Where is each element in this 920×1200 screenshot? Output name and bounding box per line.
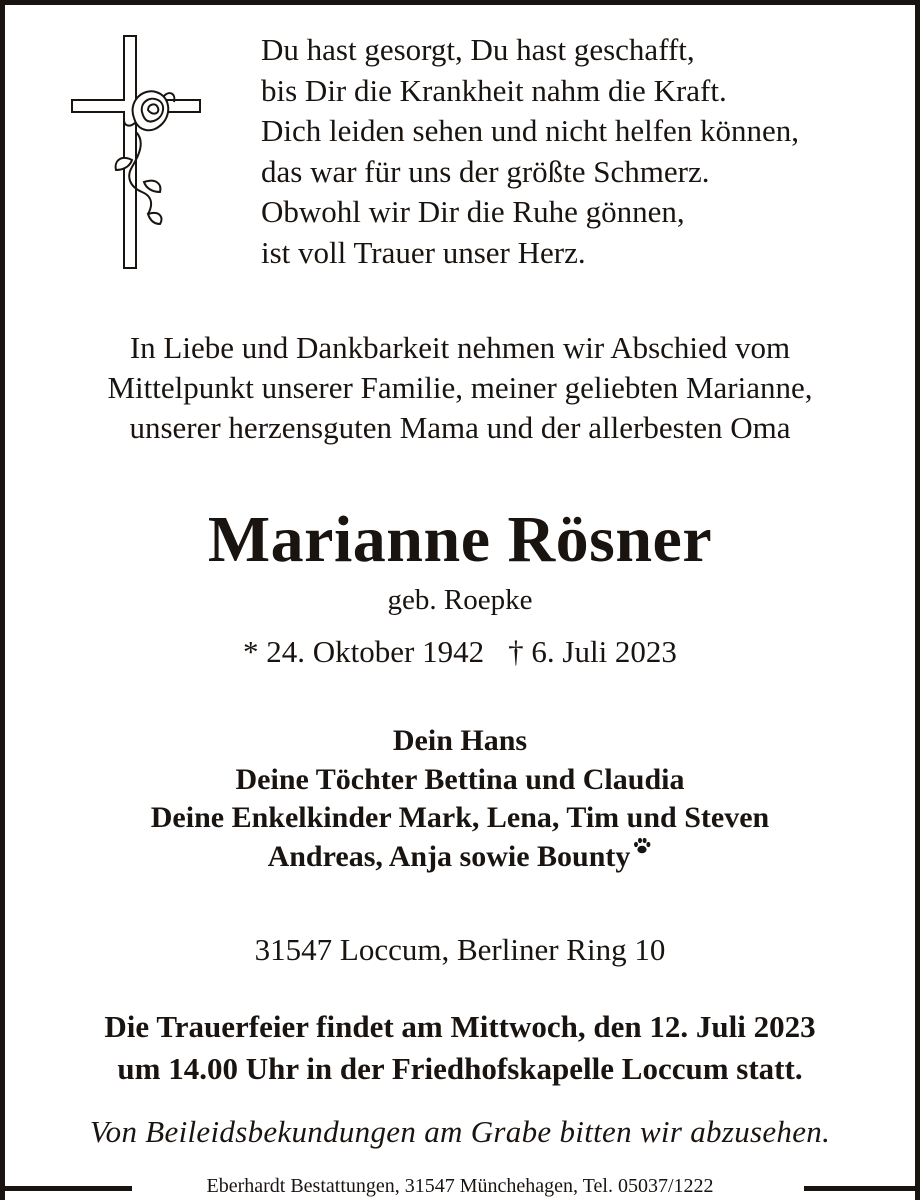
condolence-note: Von Beileidsbekundungen am Grabe bitten wir abzusehen. bbox=[89, 1114, 831, 1149]
intro-line: unserer herzensguten Mama und der allerbesten Oma bbox=[129, 410, 791, 445]
service-info bbox=[0, 1006, 920, 1090]
poem bbox=[261, 30, 881, 273]
poem-line: Dich leiden sehen und nicht helfen können, bbox=[261, 113, 800, 148]
family-line-last bbox=[0, 838, 920, 877]
family-line: Dein Hans bbox=[392, 724, 528, 757]
poem-line: Du hast gesorgt, Du hast geschafft, bbox=[261, 32, 695, 67]
cross-with-rose-icon bbox=[68, 32, 208, 272]
footer bbox=[0, 1172, 920, 1200]
intro-line: In Liebe und Dankbarkeit nehmen wir Abschied vom bbox=[129, 330, 791, 365]
address: 31547 Loccum, Berliner Ring 10 bbox=[254, 932, 666, 967]
poem-line: bis Dir die Krankheit nahm die Kraft. bbox=[261, 72, 727, 108]
paw-print-icon bbox=[632, 836, 652, 856]
death-date: † 6. Juli 2023 bbox=[508, 634, 677, 669]
intro-text bbox=[0, 328, 920, 448]
birth-name: geb. Roepke bbox=[387, 584, 533, 616]
family-line: Andreas, Anja sowie Bounty bbox=[267, 839, 631, 873]
poem-line: Obwohl wir Dir die Ruhe gönnen, bbox=[261, 194, 685, 229]
birth-date: * 24. Oktober 1942 bbox=[243, 634, 485, 669]
funeral-home-info: Eberhardt Bestattungen, 31547 Münchehagen, Tel. 05037/1222 bbox=[206, 1175, 714, 1197]
intro-line: Mittelpunkt unserer Familie, meiner geliebten Marianne, bbox=[107, 370, 813, 405]
family-line: Deine Töchter Bettina und Claudia bbox=[235, 762, 685, 796]
service-line: um 14.00 Uhr in der Friedhofskapelle Loccum statt. bbox=[117, 1051, 803, 1086]
poem-line: das war für uns der größte Schmerz. bbox=[261, 153, 710, 189]
family-line: Deine Enkelkinder Mark, Lena, Tim und Steven bbox=[150, 801, 770, 834]
service-line: Die Trauerfeier findet am Mittwoch, den 12. Juli 2023 bbox=[104, 1009, 816, 1044]
poem-line: ist voll Trauer unser Herz. bbox=[261, 234, 586, 270]
family-signatures bbox=[0, 722, 920, 876]
deceased-name: Marianne Rösner bbox=[207, 503, 713, 576]
life-dates bbox=[0, 632, 920, 672]
